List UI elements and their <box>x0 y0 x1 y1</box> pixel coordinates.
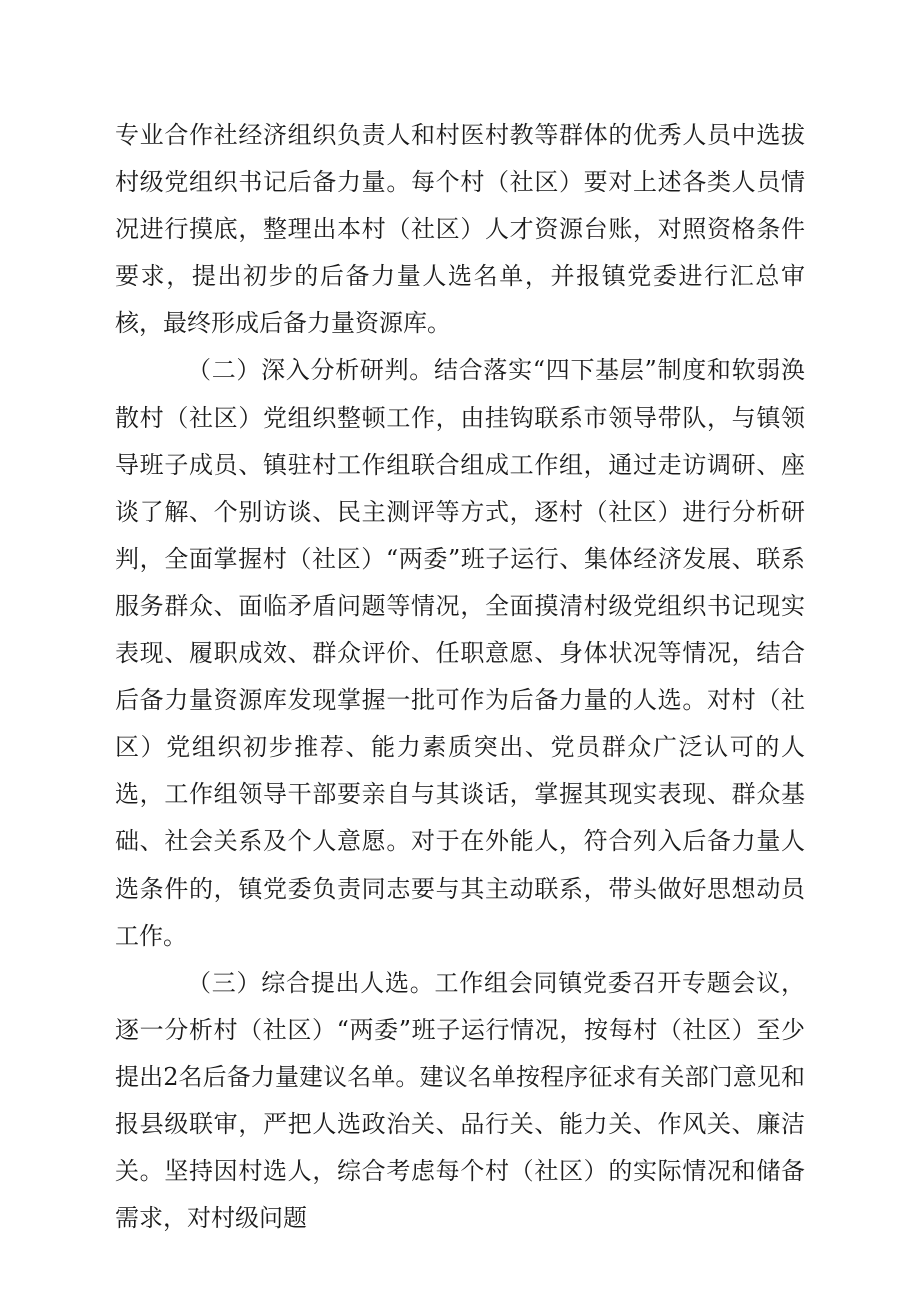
document-body <box>115 112 805 1242</box>
paragraph-continuation: 专业合作社经济组织负责人和村医村教等群体的优秀人员中选拔村级党组织书记后备力量。每个村（社区）要对上述各类人员情况进行摸底，整理出本村（社区）人才资源台账，对照资格条件要求，提出初步的后备力量人选名单，并报镇党委进行汇总审核，最终形成后备力量资源库。 <box>115 121 805 338</box>
paragraph-section-2-analysis: （二）深入分析研判。结合落实“四下基层”制度和软弱涣散村（社区）党组织整顿工作，由挂钩联系市领导带队，与镇领导班子成员、镇驻村工作组联合组成工作组，通过走访调研、座谈了解、个别访谈、民主测评等方式，逐村（社区）进行分析研判，全面掌握村（社区）“两委”班子运行、集体经济发展、联系服务群众、面临矛盾问题等情况，全面摸清村级党组织书记现实表现、履职成效、群众评价、任职意愿、身体状况等情况，结合后备力量资源库发现掌握一批可作为后备力量的人选。对村（社区）党组织初步推荐、能力素质突出、党员群众广泛认可的人选，工作组领导干部要亲自与其谈话，掌握其现实表现、群众基础、社会关系及个人意愿。对于在外能人，符合列入后备力量人选条件的，镇党委负责同志要与其主动联系，带头做好思想动员工作。 <box>115 356 805 950</box>
paragraph-section-3-candidates: （三）综合提出人选。工作组会同镇党委召开专题会议，逐一分析村（社区）“两委”班子运行情况，按每村（社区）至少提出2名后备力量建议名单。建议名单按程序征求有关部门意见和报县级联审，严把人选政治关、品行关、能力关、作风关、廉洁关。坚持因村选人，综合考虑每个村（社区）的实际情况和储备需求，对村级问题 <box>115 968 805 1233</box>
